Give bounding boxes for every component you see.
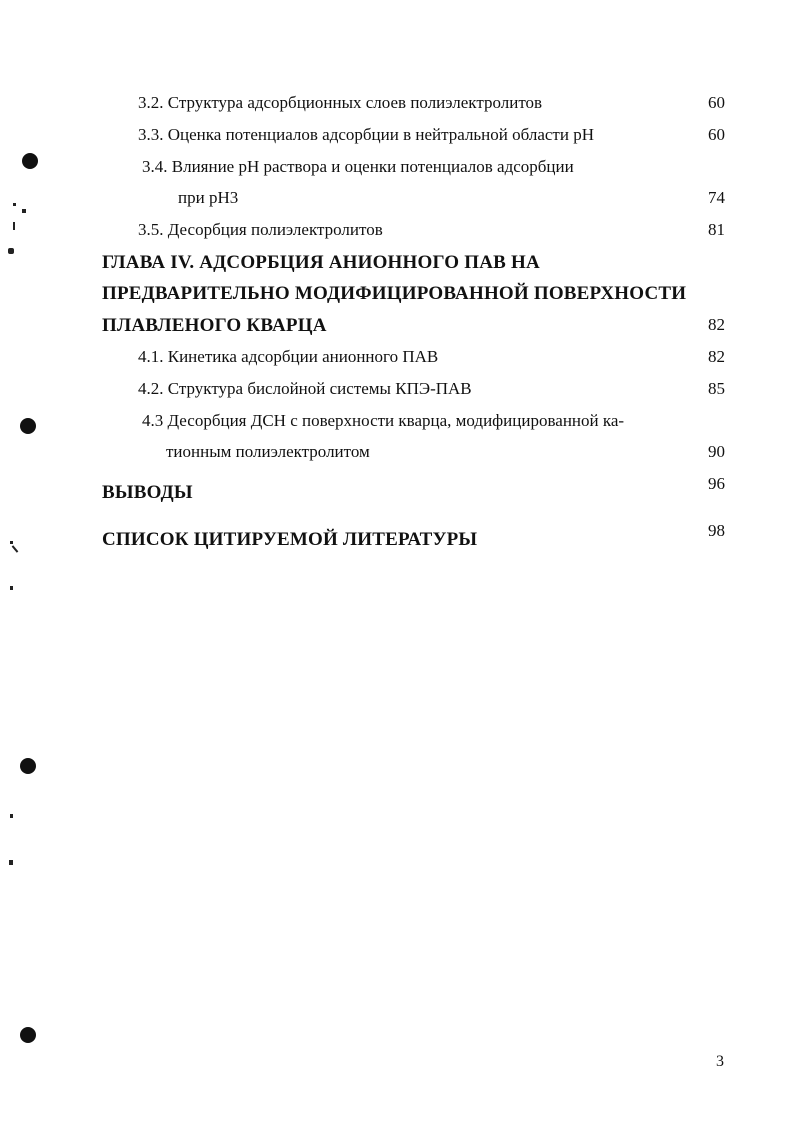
chapter-4-heading-line1: ГЛАВА IV. АДСОРБЦИЯ АНИОННОГО ПАВ НА — [102, 252, 540, 273]
scan-speck — [22, 209, 26, 213]
toc-entry-3-4-title-line1: 3.4. Влияние pH раствора и оценки потенциалов адсорбции — [142, 157, 574, 176]
scan-speck — [10, 814, 13, 818]
toc-entry-4-3-title-line1: 4.3 Десорбция ДСН с поверхности кварца, модифицированной ка- — [142, 411, 625, 430]
chapter-4-page: 82 — [708, 315, 725, 334]
scan-speck — [8, 248, 14, 254]
toc-entry-3-3-page: 60 — [708, 125, 725, 144]
scan-speck — [12, 545, 19, 552]
toc-entry-3-2-page: 60 — [708, 93, 725, 112]
toc-entry-4-2-page: 85 — [708, 379, 725, 398]
references-heading: СПИСОК ЦИТИРУЕМОЙ ЛИТЕРАТУРЫ — [102, 529, 478, 550]
toc-entry-4-2-title: 4.2. Структура бислойной системы КПЭ-ПАВ — [138, 379, 472, 398]
scan-speck — [13, 203, 16, 206]
punch-hole-4 — [20, 1027, 36, 1043]
toc-entry-4-1-title: 4.1. Кинетика адсорбции анионного ПАВ — [138, 347, 439, 366]
toc-entry-4-3-page: 90 — [708, 442, 725, 461]
punch-hole-3 — [20, 758, 36, 774]
conclusions-heading: ВЫВОДЫ — [102, 482, 193, 503]
toc-entry-4-1-page: 82 — [708, 347, 725, 366]
scan-speck — [13, 222, 15, 230]
toc-entry-3-4-title-line2: при pH3 — [178, 188, 239, 207]
toc-entry-3-5-title: 3.5. Десорбция полиэлектролитов — [138, 220, 383, 239]
references-page: 98 — [708, 521, 725, 540]
chapter-4-heading-line3: ПЛАВЛЕНОГО КВАРЦА — [102, 315, 327, 336]
toc-entry-3-2-title: 3.2. Структура адсорбционных слоев полиэлектролитов — [138, 93, 543, 112]
punch-hole-1 — [22, 153, 38, 169]
page-number: 3 — [716, 1053, 724, 1070]
conclusions-page: 96 — [708, 474, 725, 493]
scan-speck — [10, 541, 13, 544]
toc-entry-3-5-page: 81 — [708, 220, 725, 239]
punch-hole-2 — [20, 418, 36, 434]
toc-entry-3-4-page: 74 — [708, 188, 725, 207]
chapter-4-heading-line2: ПРЕДВАРИТЕЛЬНО МОДИФИЦИРОВАННОЙ ПОВЕРХНОСТИ — [102, 283, 687, 304]
scan-speck — [9, 860, 13, 865]
toc-entry-3-3-title: 3.3. Оценка потенциалов адсорбции в нейтральной области pH — [138, 125, 594, 144]
toc-entry-4-3-title-line2: тионным полиэлектролитом — [166, 442, 370, 461]
scan-speck — [10, 586, 13, 590]
